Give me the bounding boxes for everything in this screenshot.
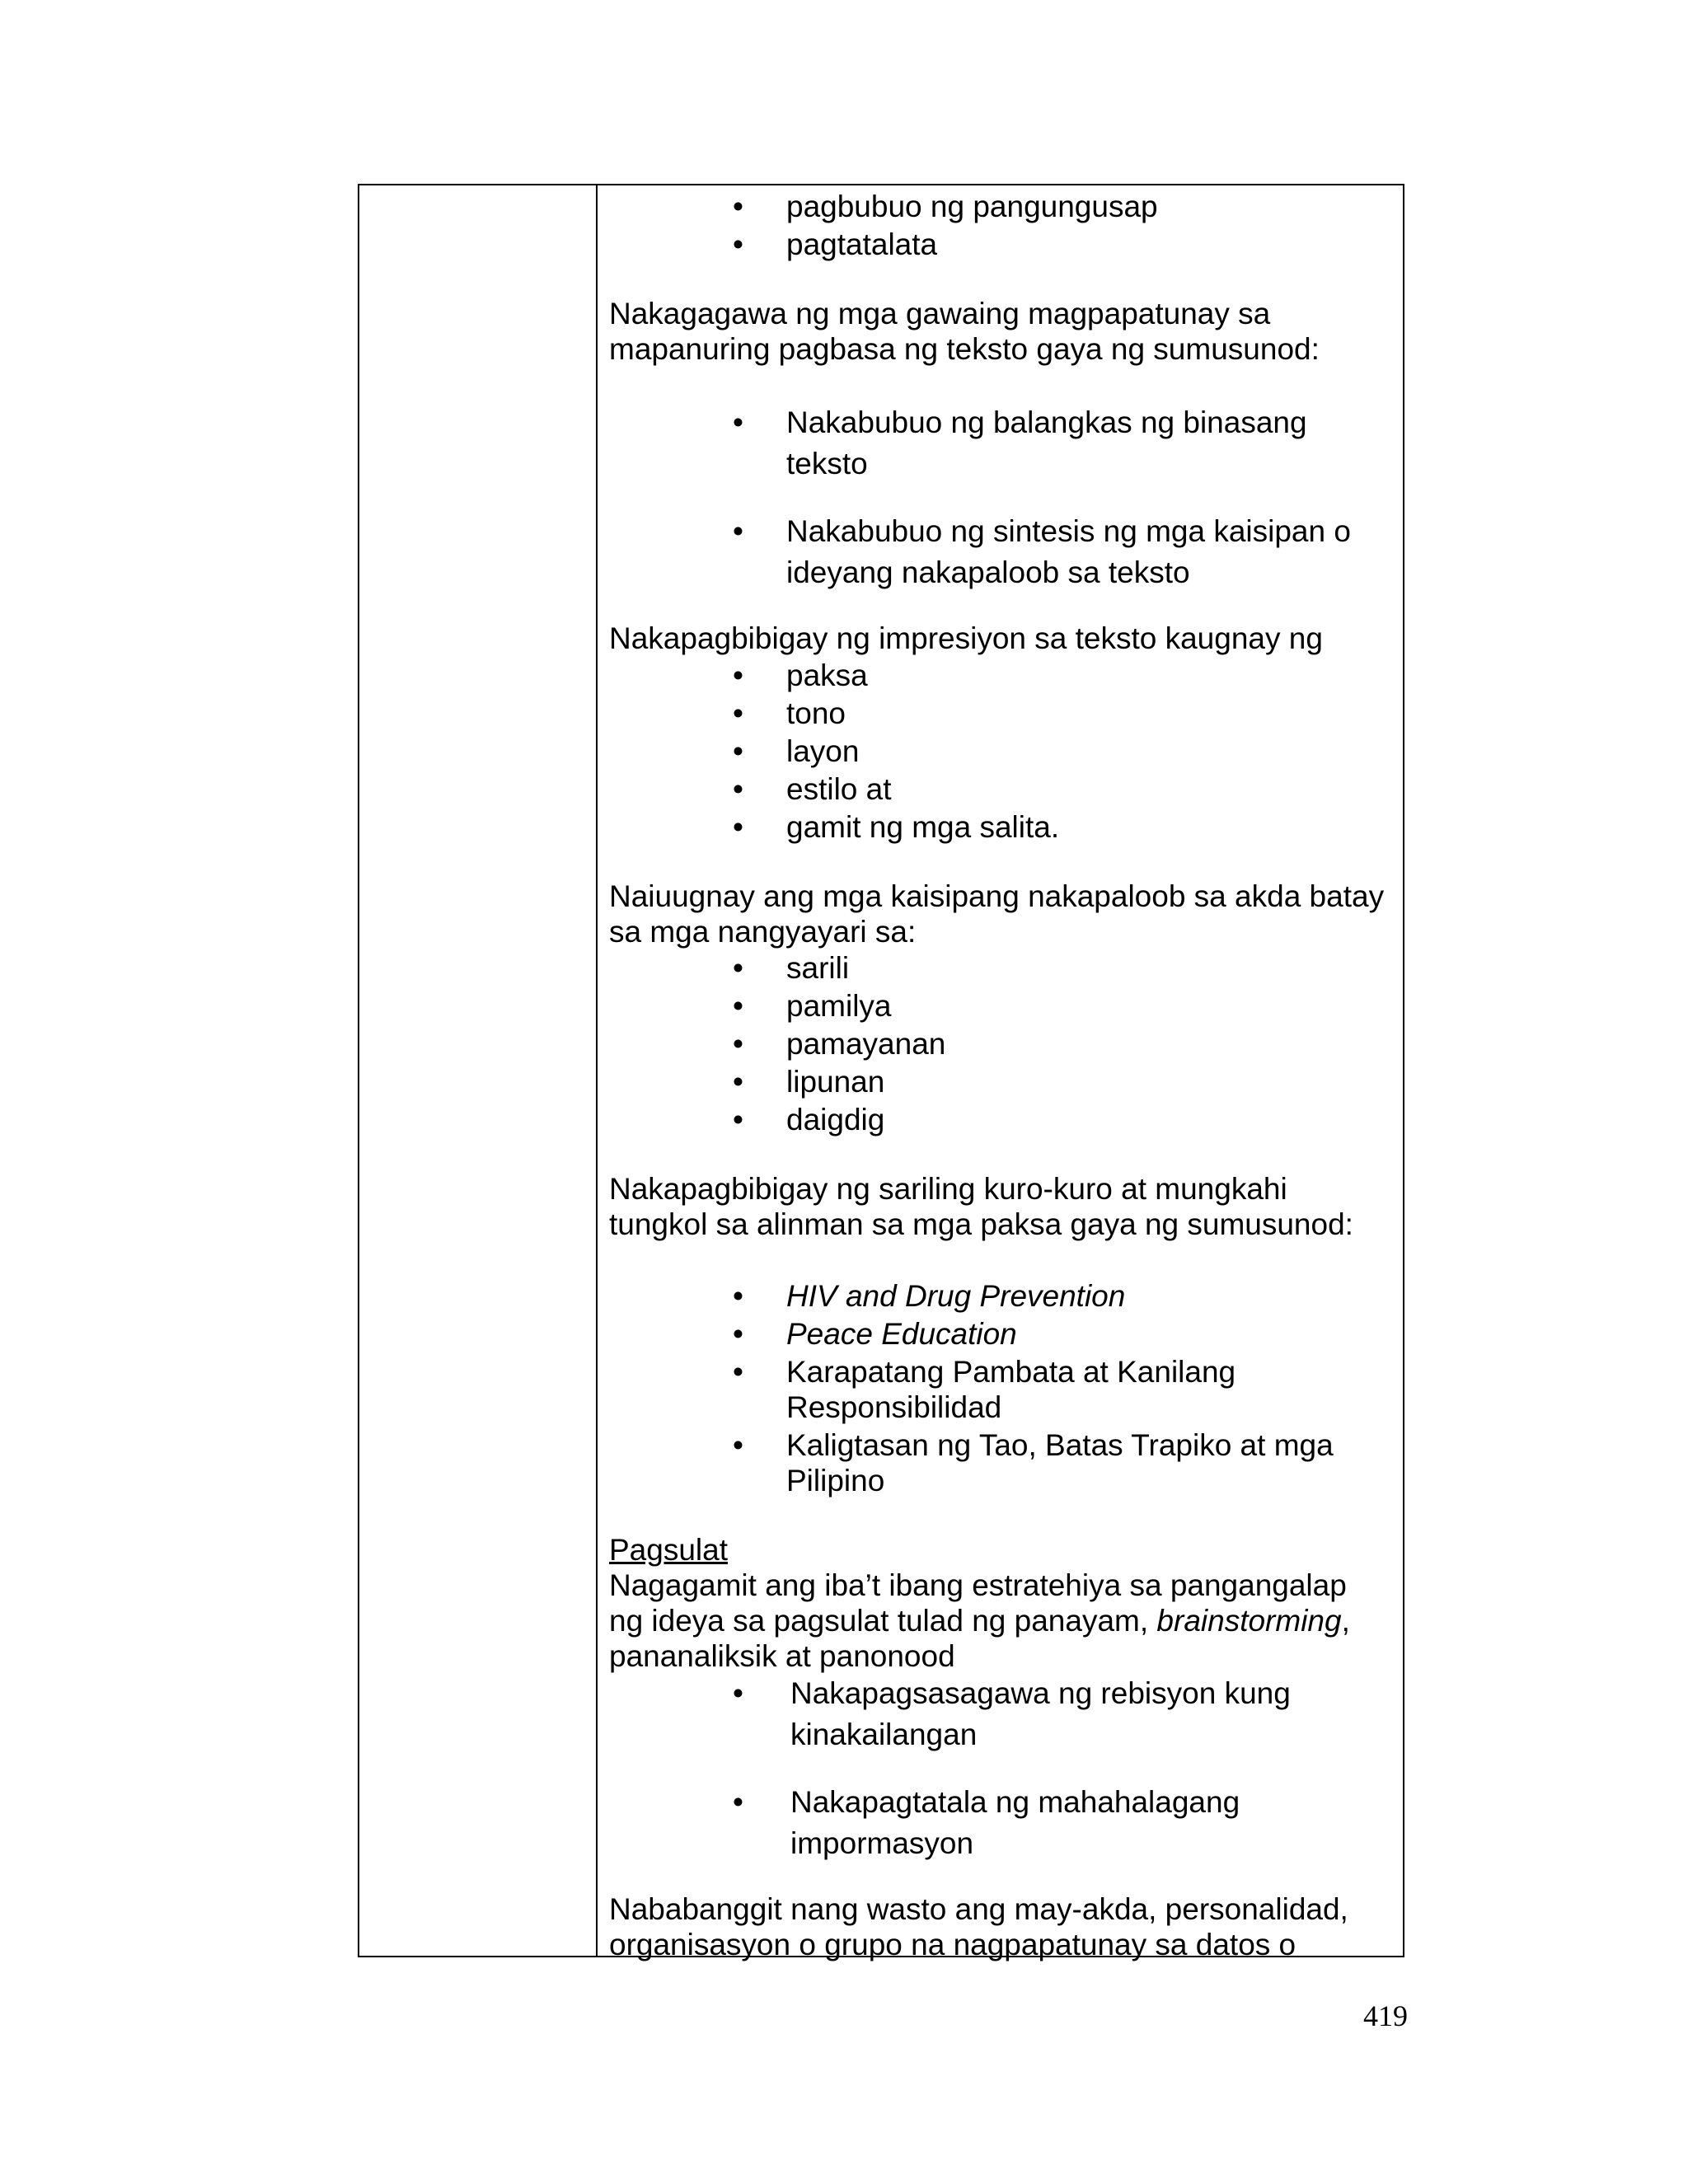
page-number: 419 [1363, 1999, 1408, 2032]
paragraph: Nababanggit nang wasto ang may-akda, personalidad, [609, 1892, 1348, 1926]
paragraph: ng ideya sa pagsulat tulad ng panayam, brainstorming, [609, 1604, 1350, 1638]
paragraph: sa mga nangyayari sa: [609, 915, 917, 949]
paragraph: organisasyon o grupo na nagpapatunay sa datos o [609, 1928, 1296, 1961]
paragraph: Nakagagawa ng mga gawaing magpapatunay sa [609, 297, 1271, 330]
paragraph: Nagagamit ang iba’t ibang estratehiya sa pangangalap [609, 1568, 1347, 1602]
section-heading: Pagsulat [609, 1533, 728, 1567]
paragraph: Nakapagbibigay ng impresiyon sa teksto kaugnay ng [609, 621, 1323, 655]
curriculum-table: • pagbubuo ng pangungusap • pagtatalata Nakagagawa ng mga gawaing magpapatunay sa mapanuring pagbasa ng teksto gaya ng sumusunod: • Nakabubuo ng balangkas ng binasang teksto • Nakabubuo ng sintesis ng mga kaisipan o ideyang nakapaloob sa teksto Nakapagbibigay ng impresiyon sa teksto kaugnay ng • paksa • tono • layon • estilo at • gamit ng mga salita. Naiuugnay ang mga kaisipang nakapaloob sa akda batay sa mga nangyayari sa: • sarili • pamilya • pamayanan • lipunan • daigdig Nakapagbibigay ng sariling kuro-kuro at mungkahi tungkol sa alinman sa mga paksa gaya ng sumusunod: • HIV and Drug Prevention • Peace Education • Karapatang Pambata at Kanilang Responsibilidad • Kaligtasan ng Tao, Batas Trapiko at mga Pilipino Pagsulat Nagagamit ang iba’t ibang estratehiya sa pangangalap ng ideya sa pagsulat tulad ng panayam, brainstorming, pananaliksik at panonood • Nakapagsasagawa ng rebisyon kung kinakailangan • Nakapagtatala ng mahahalagang impormasyon Nababanggit nang wasto ang may-akda, personalidad, organisasyon o grupo na nagpapatunay sa datos o [358, 184, 1404, 1957]
column-divider [596, 185, 598, 1956]
paragraph: Nakapagbibigay ng sariling kuro-kuro at mungkahi [609, 1172, 1287, 1206]
paragraph: tungkol sa alinman sa mga paksa gaya ng sumusunod: [609, 1207, 1353, 1241]
paragraph: mapanuring pagbasa ng teksto gaya ng sumusunod: [609, 332, 1320, 366]
paragraph: Naiuugnay ang mga kaisipang nakapaloob sa akda batay [609, 879, 1385, 913]
paragraph: pananaliksik at panonood [609, 1639, 955, 1673]
